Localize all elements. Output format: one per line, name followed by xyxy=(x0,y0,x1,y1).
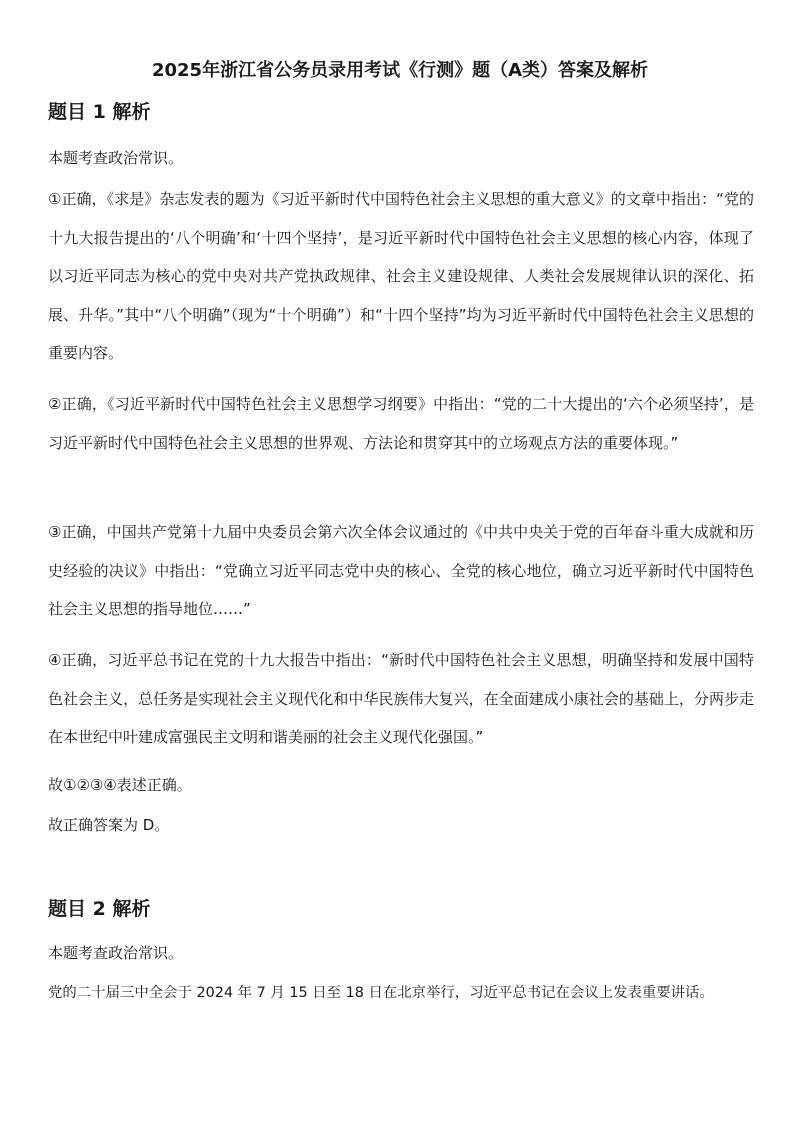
section-2-paragraph-1: 党的二十届三中全会于 2024 年 7 月 15 日至 18 日在北京举行，习近平总书记在会议上发表重要讲话。 xyxy=(48,985,714,1001)
section-1-answer: 故正确答案为 D。 xyxy=(48,816,170,834)
section-1-paragraph-4: ④正确，习近平总书记在党的十九大报告中指出：“新时代中国特色社会主义思想，明确坚持和发展中国特色社会主义，总任务是实现社会主义现代化和中华民族伟大复兴，在全面建成小康社会的基础上，分两步走在本世纪中叶建成富强民主文明和谐美丽的社会主义现代化强国。” xyxy=(48,651,754,746)
section-1-intro: 本题考查政治常识。 xyxy=(48,149,184,167)
section-heading-question-2: 题目 2 解析 xyxy=(48,898,151,920)
section-heading-question-1: 题目 1 解析 xyxy=(48,101,151,123)
section-1-paragraph-1: ①正确，《求是》杂志发表的题为《习近平新时代中国特色社会主义思想的重大意义》的文章中指出：“党的十九大报告提出的‘八个明确’和‘十四个坚持’，是习近平新时代中国特色社会主义思想的核心内容，体现了以习近平同志为核心的党中央对共产党执政规律、社会主义建设规律、人类社会发展规律认识的深化、拓展、升华。”其中“八个明确”（现为“十个明确”）和“十四个坚持”均为习近平新时代中国特色社会主义思想的重要内容。 xyxy=(48,190,754,362)
section-1-paragraph-2: ②正确，《习近平新时代中国特色社会主义思想学习纲要》中指出：“党的二十大提出的‘六个必须坚持’，是习近平新时代中国特色社会主义思想的世界观、方法论和贯穿其中的立场观点方法的重要体现。” xyxy=(48,395,754,452)
section-1-paragraph-3: ③正确，中国共产党第十九届中央委员会第六次全体会议通过的《中共中央关于党的百年奋斗重大成就和历史经验的决议》中指出：“党确立习近平同志党中央的核心、全党的核心地位，确立习近平新时代中国特色社会主义思想的指导地位……” xyxy=(48,523,754,618)
document-title: 2025年浙江省公务员录用考试《行测》题（A类）答案及解析 xyxy=(151,60,649,81)
section-2-intro: 本题考查政治常识。 xyxy=(48,944,184,962)
section-1-summary: 故①②③④表述正确。 xyxy=(48,776,192,794)
